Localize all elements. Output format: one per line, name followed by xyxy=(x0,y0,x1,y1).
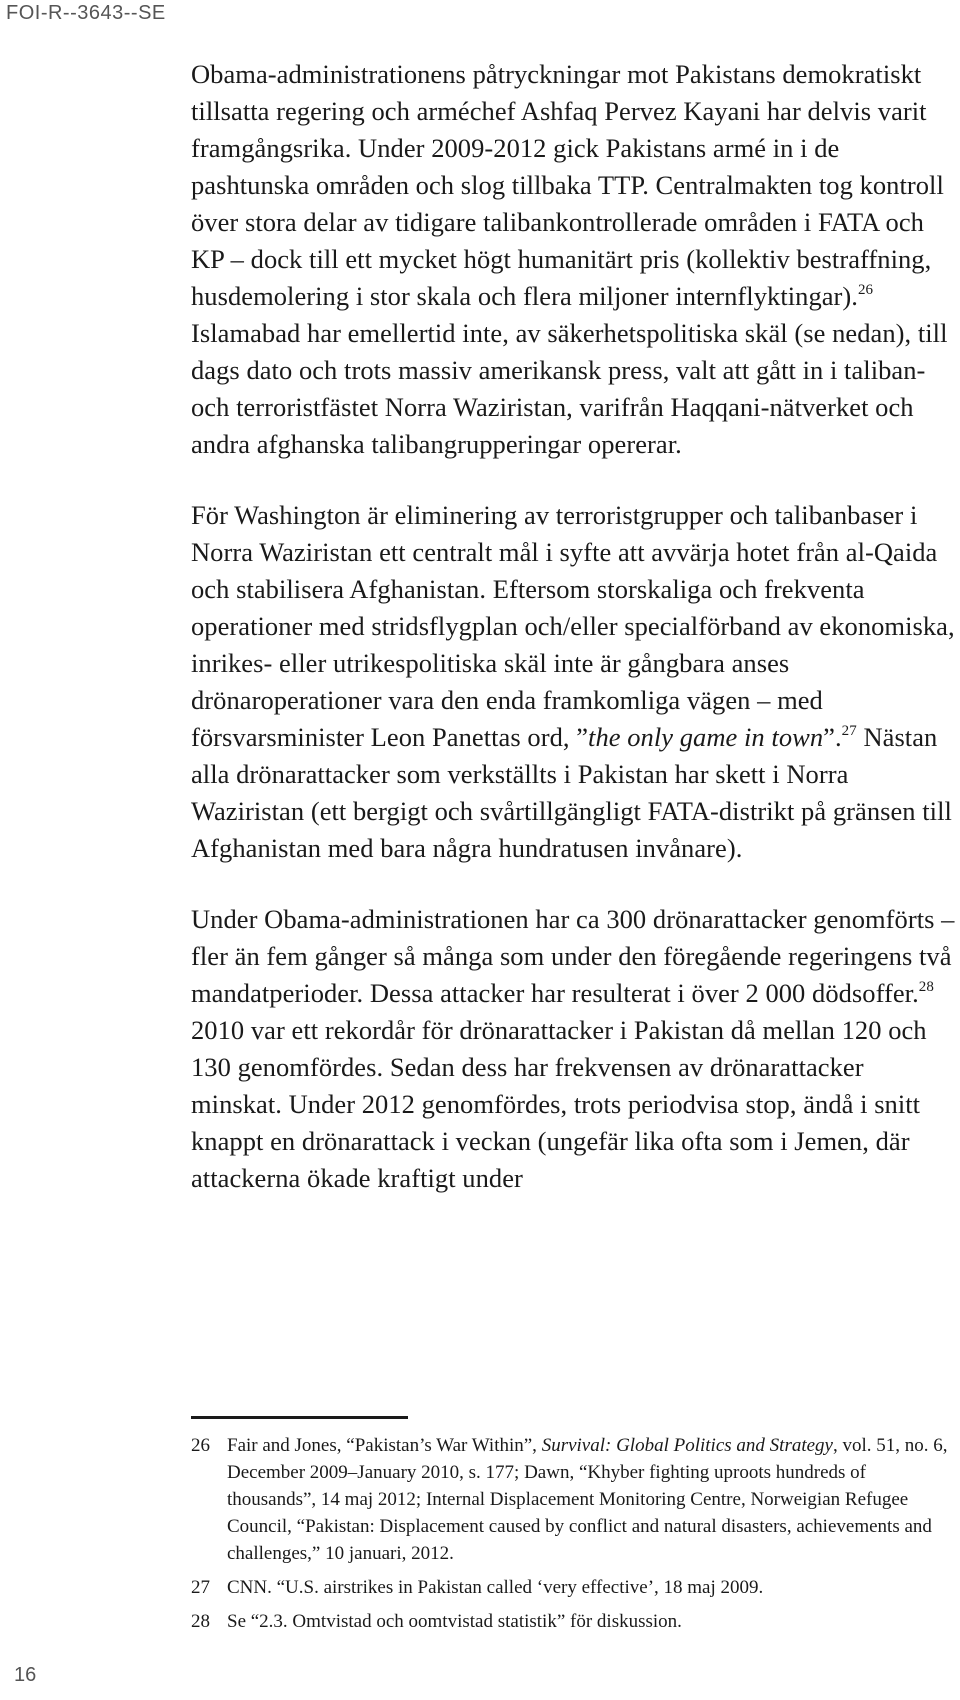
footnote-reference[interactable]: 27 xyxy=(841,723,857,740)
page-number: 16 xyxy=(14,1664,37,1686)
paragraph-1 xyxy=(191,56,956,463)
footnote-text-part: Fair and Jones, “Pakistan’s War Within”, xyxy=(227,1435,542,1456)
paragraph-text: Nästan alla drönarattacker som verkställts i Pakistan har skett i Norra Waziristan (ett bergigt och svårtillgängligt FATA-distrikt på gränsen till Afghanistan med bara några hundratusen invånare). xyxy=(191,722,952,863)
footnote-text xyxy=(227,1432,956,1567)
paragraph-2 xyxy=(191,497,956,867)
report-code: FOI-R--3643--SE xyxy=(6,2,166,24)
paragraph-text: Islamabad har emellertid inte, av säkerhetspolitiska skäl (se nedan), till dags dato och trots massiv amerikansk press, valt att gått in i taliban- och terroristfästet Norra Waziristan, varifrån Haqqani-nätverket och andra afghanska talibangrupperingar opererar. xyxy=(191,318,948,459)
paragraph-3 xyxy=(191,901,956,1197)
footnote-number: 26 xyxy=(191,1435,210,1456)
footnote-text: Se “2.3. Omtvistad och oomtvistad statistik” för diskussion. xyxy=(227,1611,682,1632)
footnote-journal-title: Survival: Global Politics and Strategy xyxy=(541,1435,833,1456)
footnote-text-part: , vol. 51, no. 6, December 2009–January 2010, s. 177; Dawn, “Khyber fighting uproots hundreds of thousands”, 14 maj 2012; Internal Displacement Monitoring Centre, Norweigian Refugee Council, “Pakistan: Displacement caused by conflict and natural disasters, achievements and challenges,” 10 januari, 2012. xyxy=(227,1435,948,1564)
footnote-27 xyxy=(191,1574,956,1601)
paragraph-text: 2010 var ett rekordår för drönarattacker i Pakistan då mellan 120 och 130 genomfördes. Sedan dess har frekvensen av drönarattacker minskat. Under 2012 genomfördes, trots periodvisa stop, ändå i snitt knappt en drönarattack i veckan (ungefär lika ofta som i Jemen, där attackerna ökade kraftigt under xyxy=(191,1015,927,1193)
footnote-text: CNN. “U.S. airstrikes in Pakistan called ‘very effective’, 18 maj 2009. xyxy=(227,1577,764,1598)
footnotes xyxy=(191,1432,956,1642)
italic-quote: the only game in town xyxy=(588,722,824,752)
paragraph-text: Under Obama-administrationen har ca 300 drönarattacker genomförts – fler än fem gånger så många som under den föregående regeringens två mandatperioder. Dessa attacker har resulterat i över 2 000 dödsoffer. xyxy=(191,904,955,1008)
footnote-separator xyxy=(191,1416,408,1419)
footnote-28 xyxy=(191,1608,956,1635)
paragraph-text: ”. xyxy=(823,722,842,752)
footnote-number: 27 xyxy=(191,1577,210,1598)
paragraph-text: Obama-administrationens påtryckningar mot Pakistans demokratiskt tillsatta regering och arméchef Ashfaq Pervez Kayani har delvis varit framgångsrika. Under 2009-2012 gick Pakistans armé in i de pashtunska områden och slog tillbaka TTP. Centralmakten tog kontroll över stora delar av tidigare talibankontrollerade områden i FATA och KP – dock till ett mycket högt humanitärt pris (kollektiv bestraffning, husdemolering i stor skala och flera miljoner internflyktingar). xyxy=(191,59,944,311)
body-text xyxy=(191,56,956,1197)
footnote-26 xyxy=(191,1432,956,1567)
footnote-number: 28 xyxy=(191,1611,210,1632)
paragraph-text: För Washington är eliminering av terroristgrupper och talibanbaser i Norra Waziristan ett centralt mål i syfte att avvärja hotet från al-Qaida och stabilisera Afghanistan. Eftersom storskaliga och frekventa operationer med stridsflygplan och/eller specialförband av ekonomiska, inrikes- eller utrikespolitiska skäl inte är gångbara anses drönaroperationer vara den enda framkomliga vägen – med försvarsminister Leon Panettas ord, ” xyxy=(191,500,955,752)
footnote-reference[interactable]: 28 xyxy=(918,979,934,996)
footnote-reference[interactable]: 26 xyxy=(857,282,874,299)
